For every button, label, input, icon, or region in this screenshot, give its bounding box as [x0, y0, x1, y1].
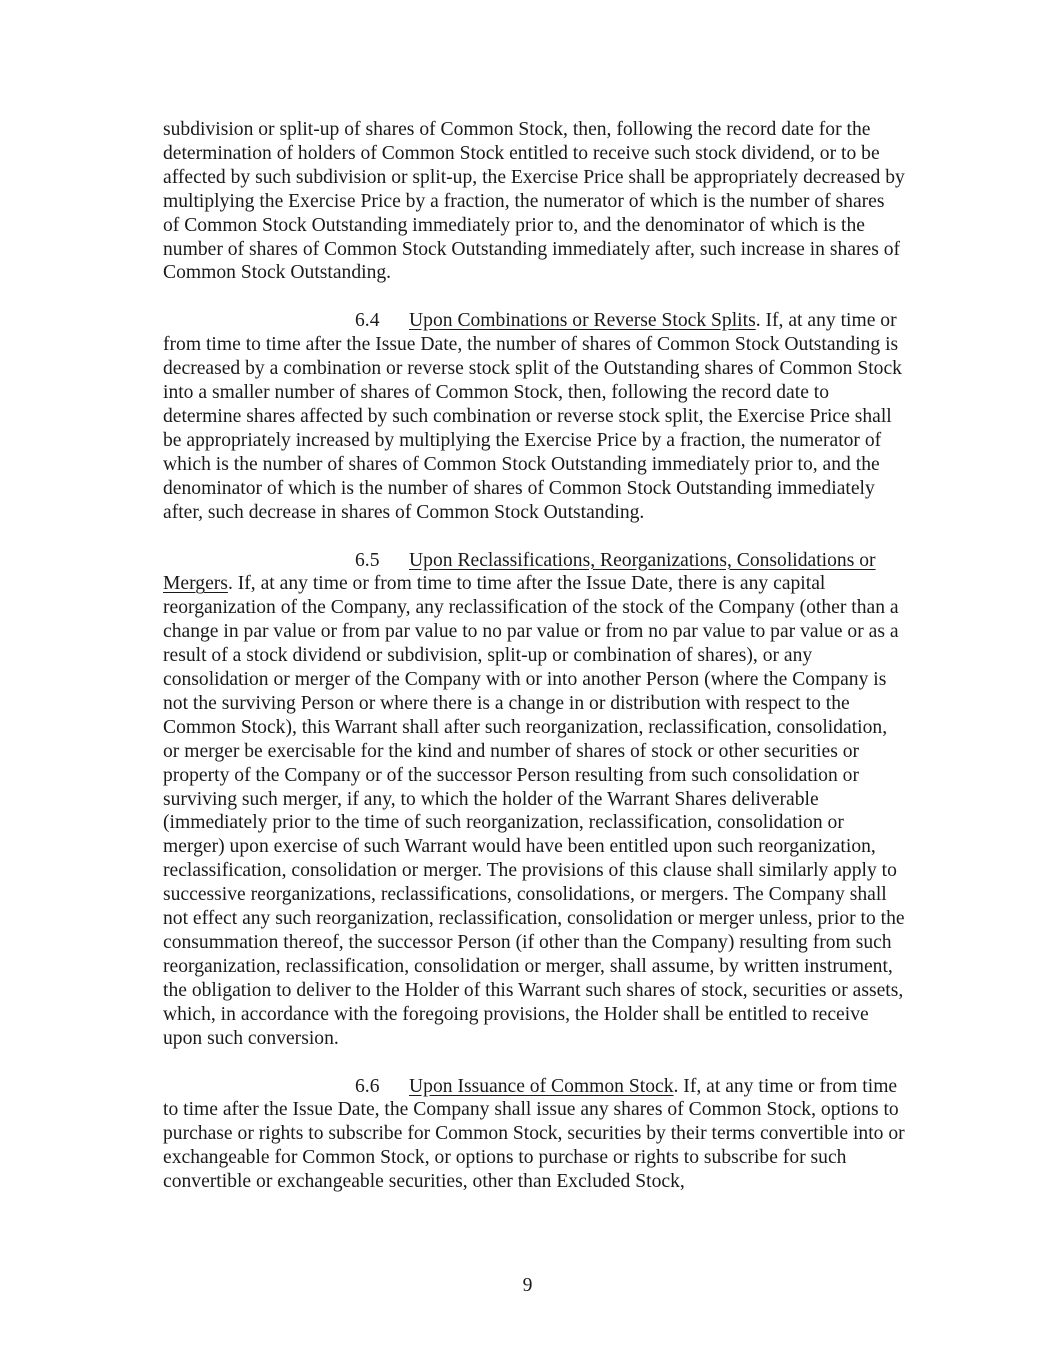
intro-paragraph: subdivision or split-up of shares of Common Stock, then, following the record date for the determination of holders of Common Stock entitled to receive such stock dividend, or to be affected by such subdivision or split-up, the Exercise Price shall be appropriately decreased by multiplying the Exercise Price by a fraction, the numerator of which is the number of shares of Common Stock Outstanding immediately prior to, and the denominator of which is the number of shares of Common Stock Outstanding immediately after, such increase in shares of Common Stock Outstanding. — [163, 119, 905, 284]
section-6-5-paragraph — [163, 549, 905, 1051]
document-body — [163, 118, 905, 1218]
section-body: If, at any time or from time to time after the Issue Date, the number of shares of Common Stock Outstanding is decreased by a combination or reverse stock split of the Outstanding shares of Common Stock into a smaller number of shares of Common Stock, then, following the record date to determine shares affected by such combination or reverse stock split, the Exercise Price shall be appropriately increased by multiplying the Exercise Price by a fraction, the numerator of which is the number of shares of Common Stock Outstanding immediately prior to, and the denominator of which is the number of shares of Common Stock Outstanding immediately after, such decrease in shares of Common Stock Outstanding. — [163, 310, 902, 523]
section-body: If, at any time or from time to time after the Issue Date, there is any capital reorganization of the Company, any reclassification of the stock of the Company (other than a change in par value or from par value to no par value or from no par value to par value or as a result of a stock dividend or subdivision, split-up or combination of shares), or any consolidation or merger of the Company with or into another Person (where the Company is not the surviving Person or where there is a change in or distribution with respect to the Common Stock), this Warrant shall after such reorganization, reclassification, consolidation, or merger be exercisable for the kind and number of shares of stock or other securities or property of the Company or of the successor Person resulting from such consolidation or surviving such merger, if any, to which the holder of the Warrant Shares deliverable (immediately prior to the time of such reorganization, reclassification, consolidation or merger) upon exercise of such Warrant would have been entitled upon such reorganization, reclassification, consolidation or merger. The provisions of this clause shall similarly apply to successive reorganizations, reclassifications, consolidations, or mergers. The Company shall not effect any such reorganization, reclassification, consolidation or merger unless, prior to the consummation thereof, the successor Person (if other than the Company) resulting from such reorganization, reclassification, consolidation or merger, shall assume, by written instrument, the obligation to deliver to the Holder of this Warrant such shares of stock, securities or assets, which, in accordance with the foregoing provisions, the Holder shall be entitled to receive upon such conversion. — [163, 573, 905, 1049]
section-number: 6.5 — [355, 549, 380, 571]
section-title-end: . — [227, 573, 233, 595]
section-body: If, at any time or from time to time after the Issue Date, the Company shall issue any shares of Common Stock, options to purchase or rights to subscribe for Common Stock, securities by their terms convertible into or exchangeable for Common Stock, or options to purchase or rights to subscribe for such convertible or exchangeable securities, other than Excluded Stock, — [163, 1075, 905, 1193]
section-title: Upon Issuance of Common Stock — [409, 1075, 674, 1097]
section-title-end: . — [755, 310, 761, 332]
section-number: 6.6 — [355, 1075, 380, 1097]
section-number: 6.4 — [355, 310, 380, 332]
page-number: 9 — [522, 1275, 533, 1296]
section-title: Upon Reclassifications, Reorganizations, Consolidations or Mergers — [163, 549, 876, 595]
section-6-6-paragraph — [163, 1075, 905, 1195]
section-title-end: . — [673, 1075, 679, 1097]
section-6-4-paragraph — [163, 309, 905, 524]
section-title: Upon Combinations or Reverse Stock Splits — [409, 310, 756, 332]
